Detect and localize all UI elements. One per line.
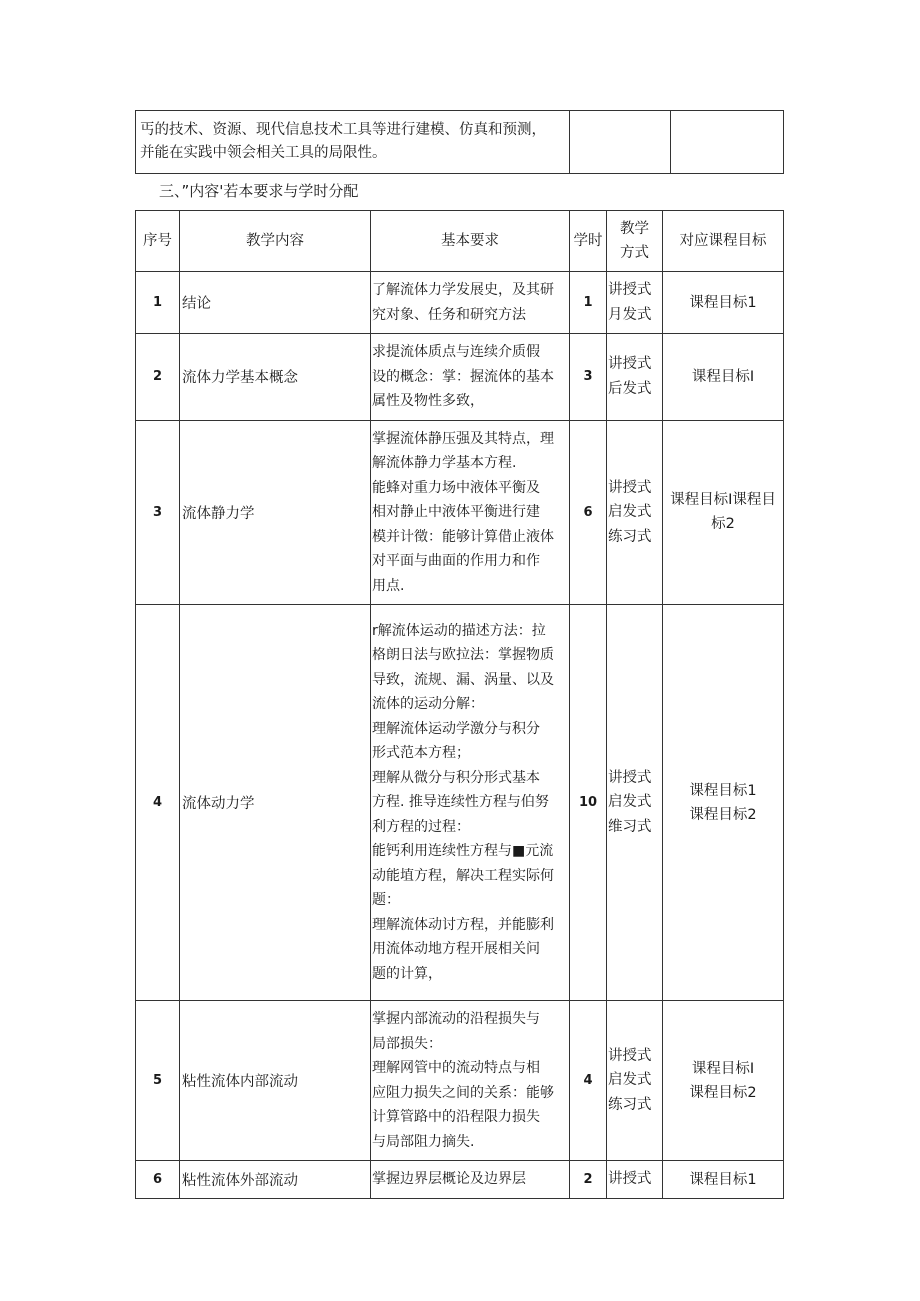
table-row (136, 111, 784, 174)
row-goal: 课程目标1 (663, 272, 784, 334)
content-schedule-table (135, 210, 784, 1199)
table-row (136, 605, 784, 1001)
row-method: 讲授式 启发式 维习式 (607, 605, 663, 1001)
row-content: 结论 (180, 272, 371, 334)
row-hours: 6 (570, 420, 607, 605)
row-goal: 课程目标1 (663, 1161, 784, 1199)
row-content: 粘性流体外部流动 (180, 1161, 371, 1199)
row-goal: 课程目标I课程目 标2 (663, 420, 784, 605)
row-requirement: 求提流体质点与连续介质假 设的概念：掌：握流体的基本 属性及物性多致， (371, 334, 570, 421)
row-num: 3 (136, 420, 180, 605)
row-method: 讲授式 月发式 (607, 272, 663, 334)
row-goal: 课程目标I 课程目标2 (663, 1001, 784, 1161)
row-goal: 课程目标1 课程目标2 (663, 605, 784, 1001)
row-requirement: 掌握边界层概论及边界层 (371, 1161, 570, 1199)
row-hours: 2 (570, 1161, 607, 1199)
row-num: 6 (136, 1161, 180, 1199)
row-content: 流体动力学 (180, 605, 371, 1001)
row-method: 讲授式 (607, 1161, 663, 1199)
row-content: 粘性流体内部流动 (180, 1001, 371, 1161)
row-num: 1 (136, 272, 180, 334)
top-continuation-table (135, 110, 784, 174)
row-content: 流体力学基本概念 (180, 334, 371, 421)
table-row (136, 420, 784, 605)
row-num: 4 (136, 605, 180, 1001)
row-hours: 10 (570, 605, 607, 1001)
table-row (136, 1161, 784, 1199)
row-hours: 1 (570, 272, 607, 334)
header-requirement: 基本要求 (371, 211, 570, 272)
row-content: 流体静力学 (180, 420, 371, 605)
table-row (136, 334, 784, 421)
table-row (136, 1001, 784, 1161)
header-method: 教学 方式 (607, 211, 663, 272)
empty-cell (671, 111, 784, 174)
row-requirement: 掌握流体静压强及其特点，理 解流体静力学基本方程. 能蜂对重力场中液体平衡及 相对静止中液体平衡进行建 模并计徵：能够计算借止液体 对平面与曲面的作用力和作 用点. (371, 420, 570, 605)
row-hours: 3 (570, 334, 607, 421)
section-heading: 三、”内容'若本要求与学时分配 (159, 182, 359, 200)
table-row (136, 272, 784, 334)
row-goal: 课程目标I (663, 334, 784, 421)
header-goal: 对应课程目标 (663, 211, 784, 272)
row-requirement: 掌握内部流动的沿程损失与 局部损失： 理解网管中的流动特点与相 应阻力损失之间的关系：能够 计算管路中的沿程限力损失 与局部阻力摘失. (371, 1001, 570, 1161)
row-num: 2 (136, 334, 180, 421)
header-num: 序号 (136, 211, 180, 272)
row-num: 5 (136, 1001, 180, 1161)
row-requirement: r解流体运动的描述方法：拉 格朗日法与欧拉法：掌握物质 导致，流规、漏、涡量、以及 流体的运动分解： 理解流体运动学激分与积分 形式范本方程； 理解从微分与积分形式基本 方程. 推导连续性方程与伯努 利方程的过程： 能钙利用连续性方程与■元流 动能埴方程，解决工程实际何 题： 理解流体动讨方程，并能膨利 用流体动地方程开展相关问 题的计算， (371, 605, 570, 1001)
row-method: 讲授式 启发式 练习式 (607, 420, 663, 605)
row-method: 讲授式 启发式 练习式 (607, 1001, 663, 1161)
header-content: 教学内容 (180, 211, 371, 272)
header-hours: 学时 (570, 211, 607, 272)
objective-text-cell (136, 111, 570, 174)
objective-text: 丐的技术、资源、现代信息技术工具等进行建模、仿真和预测， 并能在实践中领会相关工具的局限性。 (140, 122, 546, 161)
table-header-row (136, 211, 784, 272)
empty-cell (570, 111, 671, 174)
row-method: 讲授式 后发式 (607, 334, 663, 421)
row-requirement: 了解流体力学发展史，及其研 究对象、任务和研究方法 (371, 272, 570, 334)
row-hours: 4 (570, 1001, 607, 1161)
